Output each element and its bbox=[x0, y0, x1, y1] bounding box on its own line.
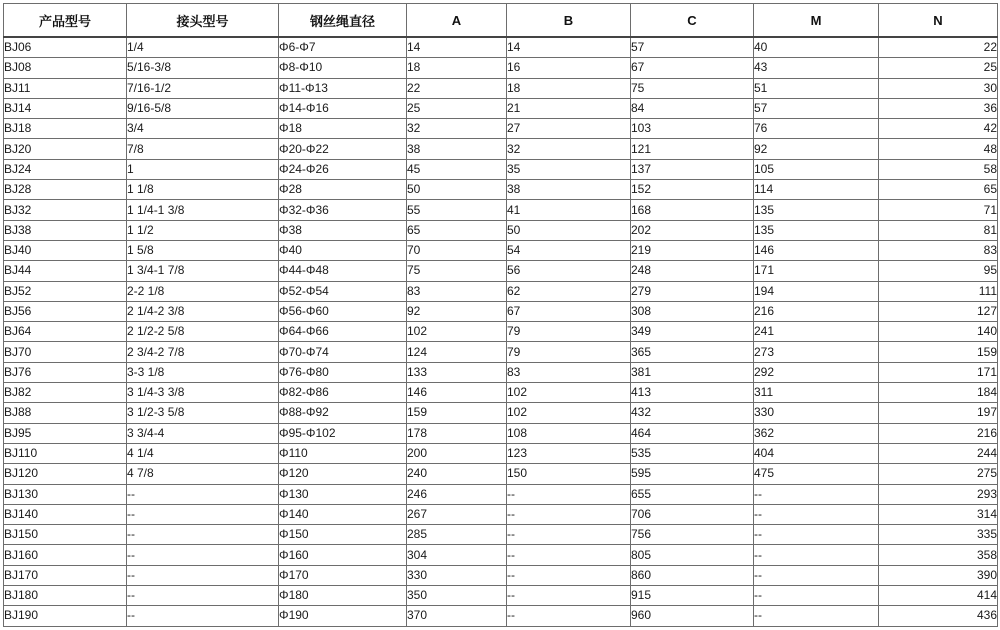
spec-table bbox=[3, 3, 998, 627]
table-row bbox=[4, 98, 998, 118]
cell-n: 42 bbox=[879, 119, 998, 139]
cell-model: BJ190 bbox=[4, 606, 127, 626]
cell-n: 293 bbox=[879, 484, 998, 504]
table-row bbox=[4, 443, 998, 463]
cell-rope-diameter: Φ38 bbox=[279, 220, 407, 240]
cell-m: 146 bbox=[754, 240, 879, 260]
cell-a: 14 bbox=[407, 37, 507, 58]
table-row bbox=[4, 139, 998, 159]
cell-c: 413 bbox=[631, 383, 754, 403]
cell-rope-diameter: Φ52-Φ54 bbox=[279, 281, 407, 301]
table-row bbox=[4, 484, 998, 504]
cell-rope-diameter: Φ76-Φ80 bbox=[279, 362, 407, 382]
cell-c: 137 bbox=[631, 159, 754, 179]
cell-rope-diameter: Φ110 bbox=[279, 443, 407, 463]
cell-connector: -- bbox=[127, 525, 279, 545]
cell-m: 92 bbox=[754, 139, 879, 159]
cell-rope-diameter: Φ18 bbox=[279, 119, 407, 139]
cell-a: 350 bbox=[407, 586, 507, 606]
table-row bbox=[4, 301, 998, 321]
table-row bbox=[4, 78, 998, 98]
cell-c: 202 bbox=[631, 220, 754, 240]
header-cell-a: A bbox=[407, 4, 507, 38]
cell-model: BJ08 bbox=[4, 58, 127, 78]
cell-connector: 3 1/4-3 3/8 bbox=[127, 383, 279, 403]
cell-model: BJ88 bbox=[4, 403, 127, 423]
cell-connector: 3 1/2-3 5/8 bbox=[127, 403, 279, 423]
cell-b: 21 bbox=[507, 98, 631, 118]
cell-n: 48 bbox=[879, 139, 998, 159]
cell-model: BJ06 bbox=[4, 37, 127, 58]
cell-n: 436 bbox=[879, 606, 998, 626]
table-row bbox=[4, 281, 998, 301]
cell-n: 65 bbox=[879, 180, 998, 200]
cell-rope-diameter: Φ95-Φ102 bbox=[279, 423, 407, 443]
cell-rope-diameter: Φ28 bbox=[279, 180, 407, 200]
cell-b: 83 bbox=[507, 362, 631, 382]
cell-n: 314 bbox=[879, 504, 998, 524]
cell-model: BJ11 bbox=[4, 78, 127, 98]
cell-c: 84 bbox=[631, 98, 754, 118]
cell-b: 102 bbox=[507, 403, 631, 423]
cell-c: 535 bbox=[631, 443, 754, 463]
cell-model: BJ110 bbox=[4, 443, 127, 463]
cell-m: 362 bbox=[754, 423, 879, 443]
cell-rope-diameter: Φ170 bbox=[279, 565, 407, 585]
cell-b: 35 bbox=[507, 159, 631, 179]
cell-n: 197 bbox=[879, 403, 998, 423]
cell-n: 71 bbox=[879, 200, 998, 220]
cell-connector: 1 3/4-1 7/8 bbox=[127, 261, 279, 281]
cell-connector: 3-3 1/8 bbox=[127, 362, 279, 382]
cell-b: 62 bbox=[507, 281, 631, 301]
cell-rope-diameter: Φ120 bbox=[279, 464, 407, 484]
cell-connector: 9/16-5/8 bbox=[127, 98, 279, 118]
cell-a: 200 bbox=[407, 443, 507, 463]
cell-n: 83 bbox=[879, 240, 998, 260]
header-cell-connector: 接头型号 bbox=[127, 4, 279, 38]
cell-model: BJ140 bbox=[4, 504, 127, 524]
cell-model: BJ150 bbox=[4, 525, 127, 545]
cell-c: 248 bbox=[631, 261, 754, 281]
cell-rope-diameter: Φ64-Φ66 bbox=[279, 322, 407, 342]
cell-a: 285 bbox=[407, 525, 507, 545]
cell-a: 50 bbox=[407, 180, 507, 200]
cell-n: 95 bbox=[879, 261, 998, 281]
cell-rope-diameter: Φ40 bbox=[279, 240, 407, 260]
cell-m: -- bbox=[754, 606, 879, 626]
cell-connector: 4 1/4 bbox=[127, 443, 279, 463]
cell-connector: -- bbox=[127, 545, 279, 565]
table-row bbox=[4, 423, 998, 443]
header-cell-n: N bbox=[879, 4, 998, 38]
cell-rope-diameter: Φ8-Φ10 bbox=[279, 58, 407, 78]
cell-a: 38 bbox=[407, 139, 507, 159]
cell-n: 275 bbox=[879, 464, 998, 484]
cell-a: 55 bbox=[407, 200, 507, 220]
cell-n: 22 bbox=[879, 37, 998, 58]
cell-m: -- bbox=[754, 504, 879, 524]
cell-m: 216 bbox=[754, 301, 879, 321]
cell-b: 56 bbox=[507, 261, 631, 281]
table-row bbox=[4, 362, 998, 382]
table-row bbox=[4, 525, 998, 545]
cell-model: BJ56 bbox=[4, 301, 127, 321]
cell-rope-diameter: Φ20-Φ22 bbox=[279, 139, 407, 159]
cell-connector: 1/4 bbox=[127, 37, 279, 58]
cell-b: 14 bbox=[507, 37, 631, 58]
cell-b: 32 bbox=[507, 139, 631, 159]
cell-n: 414 bbox=[879, 586, 998, 606]
cell-m: -- bbox=[754, 565, 879, 585]
cell-connector: -- bbox=[127, 606, 279, 626]
cell-m: 194 bbox=[754, 281, 879, 301]
cell-m: 273 bbox=[754, 342, 879, 362]
cell-connector: 2 3/4-2 7/8 bbox=[127, 342, 279, 362]
table-row bbox=[4, 37, 998, 58]
cell-m: 40 bbox=[754, 37, 879, 58]
cell-n: 111 bbox=[879, 281, 998, 301]
cell-a: 18 bbox=[407, 58, 507, 78]
table-row bbox=[4, 545, 998, 565]
cell-m: 292 bbox=[754, 362, 879, 382]
cell-model: BJ32 bbox=[4, 200, 127, 220]
cell-connector: 1 bbox=[127, 159, 279, 179]
cell-rope-diameter: Φ44-Φ48 bbox=[279, 261, 407, 281]
cell-model: BJ38 bbox=[4, 220, 127, 240]
cell-model: BJ70 bbox=[4, 342, 127, 362]
cell-c: 365 bbox=[631, 342, 754, 362]
cell-rope-diameter: Φ130 bbox=[279, 484, 407, 504]
cell-model: BJ160 bbox=[4, 545, 127, 565]
cell-m: 475 bbox=[754, 464, 879, 484]
cell-m: 330 bbox=[754, 403, 879, 423]
cell-n: 58 bbox=[879, 159, 998, 179]
cell-b: 38 bbox=[507, 180, 631, 200]
cell-b: 108 bbox=[507, 423, 631, 443]
cell-a: 146 bbox=[407, 383, 507, 403]
cell-c: 67 bbox=[631, 58, 754, 78]
cell-model: BJ24 bbox=[4, 159, 127, 179]
cell-m: 114 bbox=[754, 180, 879, 200]
cell-connector: 4 7/8 bbox=[127, 464, 279, 484]
cell-m: -- bbox=[754, 586, 879, 606]
cell-c: 595 bbox=[631, 464, 754, 484]
cell-model: BJ95 bbox=[4, 423, 127, 443]
cell-m: 43 bbox=[754, 58, 879, 78]
header-cell-m: M bbox=[754, 4, 879, 38]
cell-c: 805 bbox=[631, 545, 754, 565]
cell-model: BJ20 bbox=[4, 139, 127, 159]
cell-a: 330 bbox=[407, 565, 507, 585]
cell-rope-diameter: Φ70-Φ74 bbox=[279, 342, 407, 362]
cell-a: 75 bbox=[407, 261, 507, 281]
cell-rope-diameter: Φ160 bbox=[279, 545, 407, 565]
cell-a: 133 bbox=[407, 362, 507, 382]
cell-m: -- bbox=[754, 525, 879, 545]
cell-connector: -- bbox=[127, 565, 279, 585]
cell-rope-diameter: Φ11-Φ13 bbox=[279, 78, 407, 98]
cell-c: 168 bbox=[631, 200, 754, 220]
cell-model: BJ180 bbox=[4, 586, 127, 606]
cell-b: 79 bbox=[507, 342, 631, 362]
cell-connector: 3 3/4-4 bbox=[127, 423, 279, 443]
cell-n: 358 bbox=[879, 545, 998, 565]
cell-m: 135 bbox=[754, 220, 879, 240]
cell-a: 159 bbox=[407, 403, 507, 423]
cell-a: 65 bbox=[407, 220, 507, 240]
cell-n: 335 bbox=[879, 525, 998, 545]
cell-n: 36 bbox=[879, 98, 998, 118]
cell-rope-diameter: Φ140 bbox=[279, 504, 407, 524]
cell-n: 171 bbox=[879, 362, 998, 382]
cell-c: 279 bbox=[631, 281, 754, 301]
cell-b: 67 bbox=[507, 301, 631, 321]
table-row bbox=[4, 119, 998, 139]
table-row bbox=[4, 159, 998, 179]
cell-c: 960 bbox=[631, 606, 754, 626]
cell-c: 121 bbox=[631, 139, 754, 159]
cell-c: 152 bbox=[631, 180, 754, 200]
cell-a: 267 bbox=[407, 504, 507, 524]
cell-a: 45 bbox=[407, 159, 507, 179]
cell-n: 25 bbox=[879, 58, 998, 78]
cell-model: BJ82 bbox=[4, 383, 127, 403]
cell-n: 81 bbox=[879, 220, 998, 240]
cell-connector: 1 1/8 bbox=[127, 180, 279, 200]
cell-a: 370 bbox=[407, 606, 507, 626]
cell-b: 16 bbox=[507, 58, 631, 78]
cell-rope-diameter: Φ14-Φ16 bbox=[279, 98, 407, 118]
cell-connector: 2 1/2-2 5/8 bbox=[127, 322, 279, 342]
cell-rope-diameter: Φ56-Φ60 bbox=[279, 301, 407, 321]
cell-rope-diameter: Φ180 bbox=[279, 586, 407, 606]
cell-c: 432 bbox=[631, 403, 754, 423]
cell-rope-diameter: Φ82-Φ86 bbox=[279, 383, 407, 403]
cell-model: BJ120 bbox=[4, 464, 127, 484]
cell-model: BJ130 bbox=[4, 484, 127, 504]
cell-connector: -- bbox=[127, 586, 279, 606]
cell-c: 75 bbox=[631, 78, 754, 98]
cell-c: 381 bbox=[631, 362, 754, 382]
cell-b: 123 bbox=[507, 443, 631, 463]
cell-c: 103 bbox=[631, 119, 754, 139]
cell-connector: 2 1/4-2 3/8 bbox=[127, 301, 279, 321]
cell-model: BJ28 bbox=[4, 180, 127, 200]
table-row bbox=[4, 342, 998, 362]
cell-a: 32 bbox=[407, 119, 507, 139]
cell-rope-diameter: Φ190 bbox=[279, 606, 407, 626]
table-row bbox=[4, 261, 998, 281]
cell-m: 241 bbox=[754, 322, 879, 342]
cell-rope-diameter: Φ24-Φ26 bbox=[279, 159, 407, 179]
cell-c: 219 bbox=[631, 240, 754, 260]
cell-n: 127 bbox=[879, 301, 998, 321]
cell-connector: -- bbox=[127, 484, 279, 504]
cell-rope-diameter: Φ150 bbox=[279, 525, 407, 545]
cell-c: 57 bbox=[631, 37, 754, 58]
cell-b: 50 bbox=[507, 220, 631, 240]
cell-m: 171 bbox=[754, 261, 879, 281]
cell-connector: 1 5/8 bbox=[127, 240, 279, 260]
cell-model: BJ44 bbox=[4, 261, 127, 281]
cell-b: -- bbox=[507, 586, 631, 606]
cell-model: BJ40 bbox=[4, 240, 127, 260]
cell-connector: 2-2 1/8 bbox=[127, 281, 279, 301]
cell-a: 25 bbox=[407, 98, 507, 118]
cell-c: 915 bbox=[631, 586, 754, 606]
table-row bbox=[4, 464, 998, 484]
table-row bbox=[4, 504, 998, 524]
table-row bbox=[4, 565, 998, 585]
cell-n: 30 bbox=[879, 78, 998, 98]
cell-c: 706 bbox=[631, 504, 754, 524]
cell-rope-diameter: Φ32-Φ36 bbox=[279, 200, 407, 220]
header-cell-model: 产品型号 bbox=[4, 4, 127, 38]
cell-c: 349 bbox=[631, 322, 754, 342]
cell-b: -- bbox=[507, 525, 631, 545]
table-row bbox=[4, 240, 998, 260]
cell-connector: 1 1/2 bbox=[127, 220, 279, 240]
cell-a: 92 bbox=[407, 301, 507, 321]
table-row bbox=[4, 322, 998, 342]
cell-n: 159 bbox=[879, 342, 998, 362]
cell-a: 178 bbox=[407, 423, 507, 443]
cell-n: 140 bbox=[879, 322, 998, 342]
cell-model: BJ76 bbox=[4, 362, 127, 382]
cell-m: 135 bbox=[754, 200, 879, 220]
cell-a: 304 bbox=[407, 545, 507, 565]
cell-m: 57 bbox=[754, 98, 879, 118]
cell-m: 51 bbox=[754, 78, 879, 98]
header-cell-rope-diameter: 钢丝绳直径 bbox=[279, 4, 407, 38]
cell-n: 244 bbox=[879, 443, 998, 463]
cell-b: -- bbox=[507, 504, 631, 524]
table-row bbox=[4, 58, 998, 78]
cell-b: -- bbox=[507, 606, 631, 626]
table-row bbox=[4, 383, 998, 403]
header-cell-b: B bbox=[507, 4, 631, 38]
cell-c: 860 bbox=[631, 565, 754, 585]
cell-model: BJ170 bbox=[4, 565, 127, 585]
cell-b: 102 bbox=[507, 383, 631, 403]
cell-m: -- bbox=[754, 545, 879, 565]
cell-n: 390 bbox=[879, 565, 998, 585]
cell-connector: 7/8 bbox=[127, 139, 279, 159]
table-row bbox=[4, 606, 998, 626]
cell-c: 655 bbox=[631, 484, 754, 504]
cell-b: 79 bbox=[507, 322, 631, 342]
cell-b: 41 bbox=[507, 200, 631, 220]
cell-m: -- bbox=[754, 484, 879, 504]
cell-b: 150 bbox=[507, 464, 631, 484]
header-cell-c: C bbox=[631, 4, 754, 38]
cell-rope-diameter: Φ6-Φ7 bbox=[279, 37, 407, 58]
header-row bbox=[4, 4, 998, 38]
cell-a: 83 bbox=[407, 281, 507, 301]
cell-model: BJ18 bbox=[4, 119, 127, 139]
cell-c: 464 bbox=[631, 423, 754, 443]
table-row bbox=[4, 220, 998, 240]
cell-b: 27 bbox=[507, 119, 631, 139]
cell-a: 22 bbox=[407, 78, 507, 98]
cell-connector: 1 1/4-1 3/8 bbox=[127, 200, 279, 220]
cell-connector: -- bbox=[127, 504, 279, 524]
cell-c: 756 bbox=[631, 525, 754, 545]
cell-model: BJ52 bbox=[4, 281, 127, 301]
cell-b: 54 bbox=[507, 240, 631, 260]
cell-model: BJ14 bbox=[4, 98, 127, 118]
cell-n: 216 bbox=[879, 423, 998, 443]
cell-connector: 5/16-3/8 bbox=[127, 58, 279, 78]
cell-connector: 3/4 bbox=[127, 119, 279, 139]
cell-b: -- bbox=[507, 484, 631, 504]
table-row bbox=[4, 180, 998, 200]
cell-m: 76 bbox=[754, 119, 879, 139]
cell-b: -- bbox=[507, 545, 631, 565]
cell-connector: 7/16-1/2 bbox=[127, 78, 279, 98]
cell-a: 102 bbox=[407, 322, 507, 342]
cell-c: 308 bbox=[631, 301, 754, 321]
table-body bbox=[4, 37, 998, 626]
cell-a: 124 bbox=[407, 342, 507, 362]
table-row bbox=[4, 403, 998, 423]
cell-n: 184 bbox=[879, 383, 998, 403]
cell-a: 240 bbox=[407, 464, 507, 484]
cell-m: 105 bbox=[754, 159, 879, 179]
cell-rope-diameter: Φ88-Φ92 bbox=[279, 403, 407, 423]
table-row bbox=[4, 586, 998, 606]
cell-m: 311 bbox=[754, 383, 879, 403]
cell-b: -- bbox=[507, 565, 631, 585]
cell-m: 404 bbox=[754, 443, 879, 463]
cell-a: 246 bbox=[407, 484, 507, 504]
cell-model: BJ64 bbox=[4, 322, 127, 342]
table-row bbox=[4, 200, 998, 220]
cell-a: 70 bbox=[407, 240, 507, 260]
cell-b: 18 bbox=[507, 78, 631, 98]
